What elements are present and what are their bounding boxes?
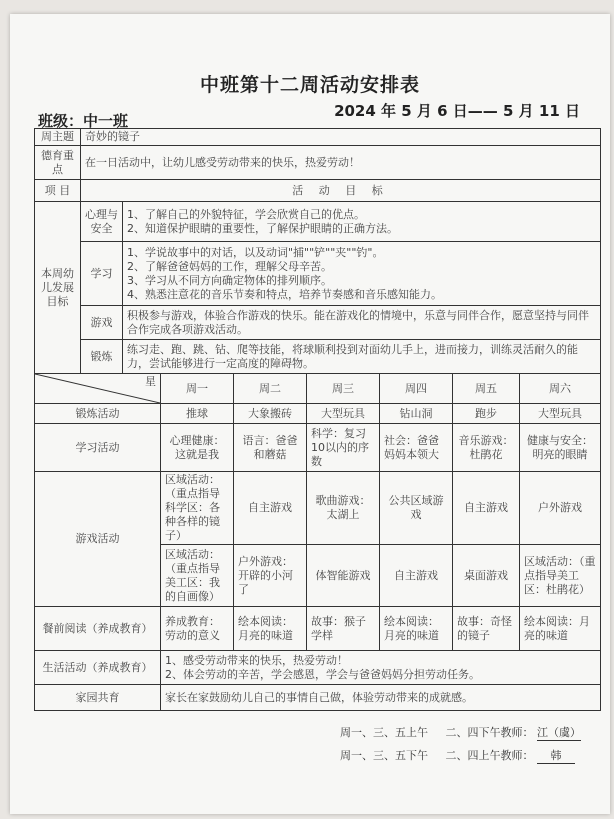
goal-header-row [35, 180, 601, 202]
exercise-label: 锻炼活动 [35, 404, 161, 424]
life-value [161, 651, 601, 685]
reading-cell: 绘本阅读：月亮的味道 [520, 607, 601, 651]
game-cell: 自主游戏 [453, 472, 520, 545]
activity-table [34, 128, 601, 711]
game-cell: 户外游戏 [520, 472, 601, 545]
reading-cell: 故事：奇怪的镜子 [453, 607, 520, 651]
footer-schedule-2: 周一、三、五下午 [340, 749, 428, 762]
development-label: 本周幼儿发展目标 [35, 202, 81, 374]
life-line: 1、感受劳动带来的快乐，热爱劳动！ [165, 653, 348, 667]
goal-line: 1、学说故事中的对话，以及动词"捕""铲""夹""钓"。 [127, 245, 384, 259]
teacher-name-1: 江（虞） [536, 726, 581, 739]
goal-line: 1、了解自己的外貌特征，学会欣赏自己的优点。 [127, 207, 365, 221]
theme-row [35, 129, 601, 146]
home-value: 家长在家鼓励幼儿自己的事情自己做，体验劳动带来的成就感。 [161, 685, 601, 711]
dev-sub-game: 游戏 [81, 306, 123, 340]
game-row-a [35, 472, 601, 545]
home-label: 家园共育 [35, 685, 161, 711]
game-cell: 区域活动：（重点指导美工区：我的自画像） [161, 545, 234, 607]
moral-value: 在一日活动中，让幼儿感受劳动带来的快乐，热爱劳动！ [81, 146, 601, 180]
teacher-name-2: 韩 [537, 747, 575, 764]
exercise-cell: 大型玩具 [520, 404, 601, 424]
goal-header: 活 动 目 标 [81, 180, 601, 202]
game-cell: 桌面游戏 [453, 545, 520, 607]
exercise-cell: 大象搬砖 [234, 404, 307, 424]
moral-row [35, 146, 601, 180]
exercise-cell: 大型玩具 [307, 404, 380, 424]
exercise-cell: 跑步 [453, 404, 520, 424]
dev-goal-game: 积极参与游戏，体验合作游戏的快乐。能在游戏化的情境中，乐意与同伴合作，愿意坚持与同伴合作完成各项游戏活动。 [123, 306, 601, 340]
study-cell: 语言：爸爸和蘑菇 [234, 424, 307, 472]
day-thu: 周四 [380, 374, 453, 404]
dev-goal-exercise: 练习走、跑、跳、钻、爬等技能，将球顺利投到对面幼儿手上，进而接力，训练灵活耐久的能力，尝试能够进行一定高度的障碍物。 [123, 340, 601, 374]
game-cell: 区域活动：（重点指导科学区：各种各样的镜子） [161, 472, 234, 545]
home-row [35, 685, 601, 711]
goal-line: 3、学习从不同方向确定物体的排列顺序。 [127, 273, 332, 287]
goal-line: 2、了解爸爸妈妈的工作，理解父母辛苦。 [127, 259, 332, 273]
study-cell: 心理健康：这就是我 [161, 424, 234, 472]
footer-schedule-1: 周一、三、五上午 [340, 726, 428, 739]
dev-row-game [35, 306, 601, 340]
theme-value: 奇妙的镜子 [81, 129, 601, 146]
dev-row-study [35, 242, 601, 306]
game-cell: 歌曲游戏：太湖上 [307, 472, 380, 545]
schedule-sheet [10, 14, 610, 814]
game-cell: 户外游戏：开辟的小河了 [234, 545, 307, 607]
life-label: 生活活动（养成教育） [35, 651, 161, 685]
exercise-row [35, 404, 601, 424]
corner-label: 星 [145, 375, 156, 388]
reading-label: 餐前阅读（养成教育） [35, 607, 161, 651]
day-sat: 周六 [520, 374, 601, 404]
game-cell: 体智能游戏 [307, 545, 380, 607]
footer-teacher-label-2: 二、四上午教师： [445, 749, 534, 762]
reading-cell: 养成教育：劳动的意义 [161, 607, 234, 651]
life-line: 2、体会劳动的辛苦，学会感恩，学会与爸爸妈妈分担劳动任务。 [165, 667, 480, 681]
reading-row [35, 607, 601, 651]
game-label: 游戏活动 [35, 472, 161, 607]
reading-cell: 绘本阅读：月亮的味道 [234, 607, 307, 651]
footer-row-1 [340, 724, 581, 741]
game-cell: 自主游戏 [234, 472, 307, 545]
day-wed: 周三 [307, 374, 380, 404]
dev-sub-psych: 心理与安全 [81, 202, 123, 242]
corner-divider [35, 374, 160, 403]
class-label: 班级：中一班 [38, 112, 129, 130]
page-title: 中班第十二周活动安排表 [199, 74, 420, 96]
theme-label: 周主题 [35, 129, 81, 146]
exercise-cell: 推球 [161, 404, 234, 424]
study-cell: 健康与安全：明亮的眼睛 [520, 424, 601, 472]
dev-goal-psych [123, 202, 601, 242]
day-mon: 周一 [161, 374, 234, 404]
day-tue: 周二 [234, 374, 307, 404]
study-cell: 音乐游戏：杜鹃花 [453, 424, 520, 472]
study-label: 学习活动 [35, 424, 161, 472]
item-header: 项 目 [35, 180, 81, 202]
exercise-cell: 钻山洞 [380, 404, 453, 424]
dev-sub-exercise: 锻炼 [81, 340, 123, 374]
reading-cell: 故事：猴子学样 [307, 607, 380, 651]
footer-teacher-label-1: 二、四下午教师： [445, 726, 534, 739]
day-corner-cell [35, 374, 161, 404]
dev-row-psych [35, 202, 601, 242]
footer-row-2 [340, 747, 575, 764]
game-cell: 公共区域游戏 [380, 472, 453, 545]
game-cell: 区域活动：（重点指导美工区：杜鹃花） [520, 545, 601, 607]
study-cell: 科学：复习10以内的序数 [307, 424, 380, 472]
goal-line: 4、熟悉注意花的音乐节奏和特点，培养节奏感和音乐感知能力。 [127, 287, 442, 301]
day-fri: 周五 [453, 374, 520, 404]
moral-label: 德育重点 [35, 146, 81, 180]
dev-goal-study [123, 242, 601, 306]
days-header-row [35, 374, 601, 404]
date-range: 2024 年 5 月 6 日—— 5 月 11 日 [334, 102, 580, 120]
dev-row-exercise [35, 340, 601, 374]
reading-cell: 绘本阅读：月亮的味道 [380, 607, 453, 651]
study-cell: 社会：爸爸妈妈本领大 [380, 424, 453, 472]
goal-line: 2、知道保护眼睛的重要性，了解保护眼睛的正确方法。 [127, 221, 398, 235]
study-row [35, 424, 601, 472]
life-row [35, 651, 601, 685]
dev-sub-study: 学习 [81, 242, 123, 306]
game-cell: 自主游戏 [380, 545, 453, 607]
